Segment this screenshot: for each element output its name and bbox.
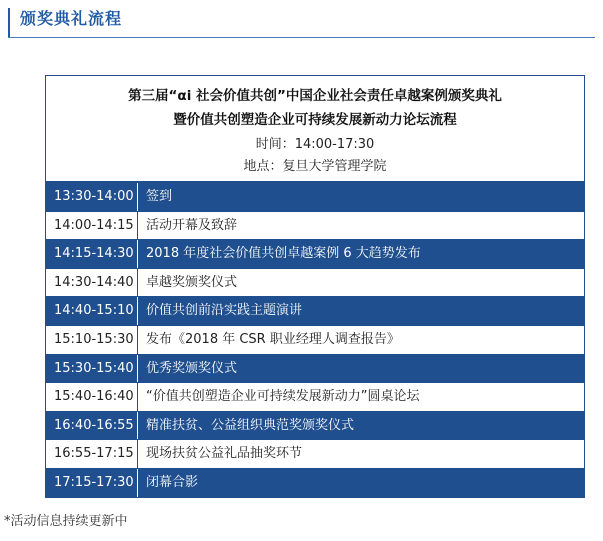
- row-event: “价值共创塑造企业可持续发展新动力”圆桌论坛: [146, 389, 420, 405]
- row-event: 发布《2018 年 CSR 职业经理人调查报告》: [146, 331, 400, 347]
- table-row: [46, 411, 584, 440]
- row-time: 16:55-17:15: [46, 440, 138, 468]
- row-time: 15:40-16:40: [46, 383, 138, 411]
- table-row: [46, 325, 584, 354]
- row-time: 13:30-14:00: [46, 183, 138, 211]
- forum-title: 暨价值共创塑造企业可持续发展新动力论坛流程: [173, 112, 457, 128]
- section-title: 颁奖典礼流程: [20, 9, 123, 28]
- row-time: 14:00-14:15: [46, 212, 138, 240]
- table-row: [46, 211, 584, 240]
- row-event: 签到: [146, 189, 173, 204]
- row-event: 现场扶贫公益礼品抽奖环节: [146, 446, 303, 462]
- event-location: 地点：复旦大学管理学院: [243, 159, 387, 174]
- row-event: 卓越奖颁奖仪式: [146, 274, 238, 290]
- row-event: 活动开幕及致辞: [146, 217, 238, 233]
- table-row: [46, 354, 584, 383]
- section-accent-bar: [8, 8, 10, 38]
- table-row: [46, 268, 584, 297]
- footnote: *活动信息持续更新中: [4, 514, 128, 529]
- event-time: 时间：14:00-17:30: [255, 137, 375, 152]
- row-time: 14:40-15:10: [46, 297, 138, 325]
- table-row: [46, 468, 584, 497]
- row-event: 优秀奖颁奖仪式: [146, 360, 238, 376]
- row-time: 15:30-15:40: [46, 355, 138, 383]
- schedule-header: [46, 76, 584, 182]
- table-row: [46, 239, 584, 268]
- row-event: 闭幕合影: [146, 474, 199, 490]
- table-row: [46, 382, 584, 411]
- row-event: 价值共创前沿实践主题演讲: [146, 303, 303, 319]
- section-divider: [8, 37, 595, 38]
- row-time: 14:30-14:40: [46, 269, 138, 297]
- table-row: [46, 296, 584, 325]
- table-row: [46, 182, 584, 211]
- event-title: 第三届“αi 社会价值共创”中国企业社会责任卓越案例颁奖典礼: [128, 88, 502, 104]
- row-time: 17:15-17:30: [46, 469, 138, 497]
- schedule-table: [45, 75, 585, 498]
- table-row: [46, 439, 584, 468]
- row-time: 16:40-16:55: [46, 412, 138, 440]
- row-event: 2018 年度社会价值共创卓越案例 6 大趋势发布: [146, 246, 421, 262]
- section-header: [0, 0, 603, 36]
- row-time: 15:10-15:30: [46, 326, 138, 354]
- row-event: 精准扶贫、公益组织典范奖颁奖仪式: [146, 417, 355, 433]
- row-time: 14:15-14:30: [46, 240, 138, 268]
